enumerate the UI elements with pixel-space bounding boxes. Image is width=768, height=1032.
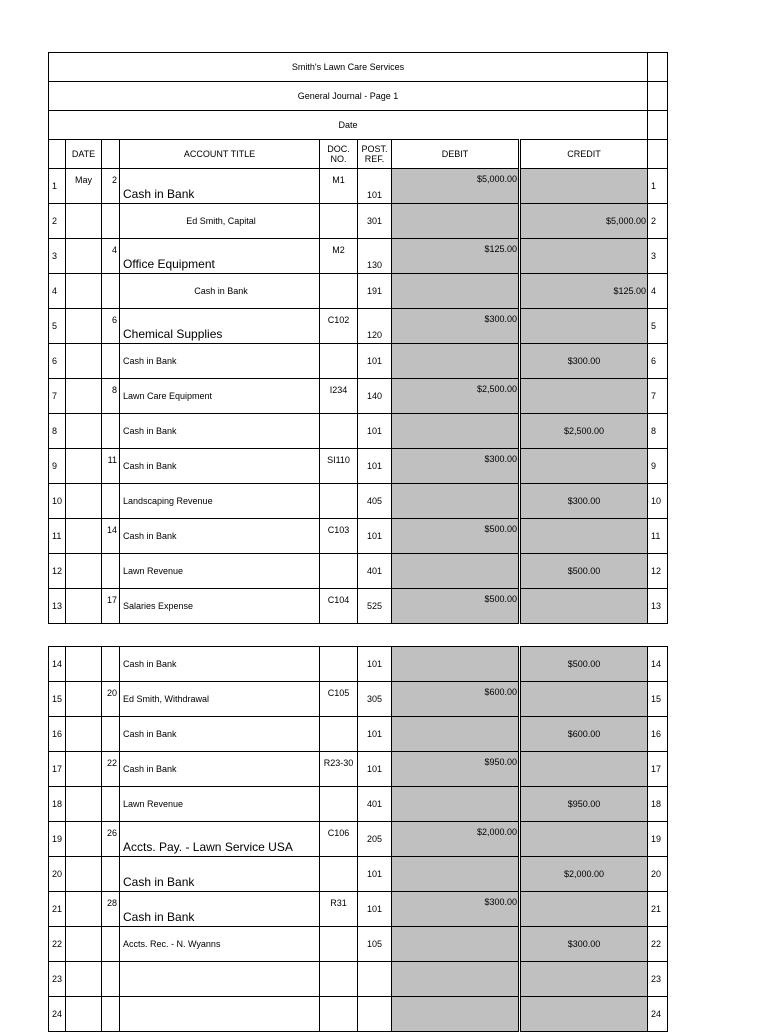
doc-number: C105 bbox=[320, 682, 358, 717]
entry-month bbox=[66, 682, 102, 717]
entry-month bbox=[66, 344, 102, 379]
doc-number bbox=[320, 927, 358, 962]
credit-amount bbox=[520, 752, 648, 787]
account-title: Chemical Supplies bbox=[120, 309, 320, 344]
journal-row bbox=[49, 589, 668, 624]
credit-amount bbox=[520, 239, 648, 274]
debit-amount bbox=[392, 962, 520, 997]
credit-amount: $500.00 bbox=[520, 554, 648, 589]
debit-amount bbox=[392, 204, 520, 239]
entry-month bbox=[66, 717, 102, 752]
post-ref: 191 bbox=[358, 274, 392, 309]
doc-number bbox=[320, 344, 358, 379]
line-number-right: 13 bbox=[648, 589, 668, 624]
entry-day: 26 bbox=[102, 822, 120, 857]
entry-month bbox=[66, 484, 102, 519]
entry-month bbox=[66, 752, 102, 787]
journal-row bbox=[49, 927, 668, 962]
debit-amount: $2,000.00 bbox=[392, 822, 520, 857]
line-number: 23 bbox=[49, 962, 66, 997]
doc-number: M1 bbox=[320, 169, 358, 204]
entry-month bbox=[66, 997, 102, 1032]
credit-amount: $300.00 bbox=[520, 344, 648, 379]
post-ref: 101 bbox=[358, 857, 392, 892]
line-number: 20 bbox=[49, 857, 66, 892]
credit-amount: $500.00 bbox=[520, 647, 648, 682]
post-ref: 101 bbox=[358, 647, 392, 682]
col-debit: DEBIT bbox=[392, 140, 520, 169]
doc-number bbox=[320, 484, 358, 519]
line-number: 8 bbox=[49, 414, 66, 449]
journal-row bbox=[49, 647, 668, 682]
post-ref: 101 bbox=[358, 752, 392, 787]
doc-number: C103 bbox=[320, 519, 358, 554]
entry-day bbox=[102, 857, 120, 892]
line-number: 18 bbox=[49, 787, 66, 822]
debit-amount: $125.00 bbox=[392, 239, 520, 274]
account-title: Cash in Bank bbox=[120, 449, 320, 484]
entry-day: 28 bbox=[102, 892, 120, 927]
debit-amount bbox=[392, 414, 520, 449]
journal-top-section bbox=[48, 52, 667, 624]
account-title: Accts. Rec. - N. Wyanns bbox=[120, 927, 320, 962]
line-number-right: 7 bbox=[648, 379, 668, 414]
debit-amount bbox=[392, 647, 520, 682]
journal-row bbox=[49, 239, 668, 274]
col-account-title: ACCOUNT TITLE bbox=[120, 140, 320, 169]
doc-number bbox=[320, 274, 358, 309]
debit-amount: $300.00 bbox=[392, 892, 520, 927]
line-number: 10 bbox=[49, 484, 66, 519]
journal-row bbox=[49, 309, 668, 344]
journal-row bbox=[49, 204, 668, 239]
credit-amount bbox=[520, 379, 648, 414]
post-ref: 101 bbox=[358, 449, 392, 484]
line-number-right: 16 bbox=[648, 717, 668, 752]
entry-day bbox=[102, 997, 120, 1032]
journal-row bbox=[49, 519, 668, 554]
debit-amount bbox=[392, 787, 520, 822]
account-title: Cash in Bank bbox=[120, 857, 320, 892]
doc-number bbox=[320, 962, 358, 997]
account-title: Salaries Expense bbox=[120, 589, 320, 624]
account-title: Cash in Bank bbox=[120, 752, 320, 787]
account-title: Lawn Care Equipment bbox=[120, 379, 320, 414]
line-number-right: 12 bbox=[648, 554, 668, 589]
line-number: 11 bbox=[49, 519, 66, 554]
journal-row bbox=[49, 169, 668, 204]
journal-row bbox=[49, 892, 668, 927]
line-number-right: 20 bbox=[648, 857, 668, 892]
post-ref: 401 bbox=[358, 554, 392, 589]
entry-day bbox=[102, 274, 120, 309]
debit-amount bbox=[392, 554, 520, 589]
entry-month bbox=[66, 892, 102, 927]
line-number-right: 1 bbox=[648, 169, 668, 204]
journal-row bbox=[49, 449, 668, 484]
post-ref: 205 bbox=[358, 822, 392, 857]
doc-number: C102 bbox=[320, 309, 358, 344]
account-title bbox=[120, 962, 320, 997]
line-number: 24 bbox=[49, 997, 66, 1032]
line-number-right: 23 bbox=[648, 962, 668, 997]
account-title bbox=[120, 997, 320, 1032]
doc-number bbox=[320, 787, 358, 822]
line-number-right: 5 bbox=[648, 309, 668, 344]
line-number-right: 19 bbox=[648, 822, 668, 857]
account-title: Lawn Revenue bbox=[120, 554, 320, 589]
entry-month bbox=[66, 519, 102, 554]
line-number-right: 10 bbox=[648, 484, 668, 519]
journal-row bbox=[49, 717, 668, 752]
journal-row bbox=[49, 344, 668, 379]
post-ref: 101 bbox=[358, 414, 392, 449]
journal-row bbox=[49, 554, 668, 589]
line-number: 3 bbox=[49, 239, 66, 274]
line-number-right: 17 bbox=[648, 752, 668, 787]
line-number-right: 24 bbox=[648, 997, 668, 1032]
entry-month bbox=[66, 274, 102, 309]
doc-number: R23-30 bbox=[320, 752, 358, 787]
date-label: Date bbox=[49, 111, 648, 140]
debit-amount: $500.00 bbox=[392, 519, 520, 554]
line-number-right: 3 bbox=[648, 239, 668, 274]
journal-row bbox=[49, 787, 668, 822]
entry-day bbox=[102, 717, 120, 752]
credit-amount bbox=[520, 892, 648, 927]
credit-amount: $600.00 bbox=[520, 717, 648, 752]
journal-row bbox=[49, 822, 668, 857]
account-title: Cash in Bank bbox=[120, 647, 320, 682]
entry-day bbox=[102, 414, 120, 449]
entry-day bbox=[102, 344, 120, 379]
entry-day: 22 bbox=[102, 752, 120, 787]
account-title: Cash in Bank bbox=[120, 169, 320, 204]
doc-number: M2 bbox=[320, 239, 358, 274]
line-number: 5 bbox=[49, 309, 66, 344]
account-title: Cash in Bank bbox=[120, 344, 320, 379]
credit-amount bbox=[520, 169, 648, 204]
journal-row bbox=[49, 379, 668, 414]
entry-month bbox=[66, 962, 102, 997]
line-number: 6 bbox=[49, 344, 66, 379]
post-ref: 101 bbox=[358, 717, 392, 752]
line-number: 14 bbox=[49, 647, 66, 682]
line-number: 9 bbox=[49, 449, 66, 484]
line-number: 1 bbox=[49, 169, 66, 204]
entry-day bbox=[102, 647, 120, 682]
entry-day: 2 bbox=[102, 169, 120, 204]
journal-row bbox=[49, 857, 668, 892]
journal-row bbox=[49, 962, 668, 997]
account-title: Cash in Bank bbox=[120, 414, 320, 449]
entry-month bbox=[66, 309, 102, 344]
post-ref: 301 bbox=[358, 204, 392, 239]
credit-amount: $125.00 bbox=[520, 274, 648, 309]
debit-amount bbox=[392, 927, 520, 962]
line-number-right: 4 bbox=[648, 274, 668, 309]
debit-amount bbox=[392, 484, 520, 519]
account-title: Landscaping Revenue bbox=[120, 484, 320, 519]
doc-number: I234 bbox=[320, 379, 358, 414]
entry-day: 11 bbox=[102, 449, 120, 484]
account-title: Cash in Bank bbox=[120, 892, 320, 927]
debit-amount bbox=[392, 997, 520, 1032]
journal-title: General Journal - Page 1 bbox=[49, 82, 648, 111]
credit-amount bbox=[520, 519, 648, 554]
credit-amount: $300.00 bbox=[520, 484, 648, 519]
debit-amount bbox=[392, 717, 520, 752]
debit-amount: $950.00 bbox=[392, 752, 520, 787]
credit-amount bbox=[520, 962, 648, 997]
post-ref: 405 bbox=[358, 484, 392, 519]
post-ref: 525 bbox=[358, 589, 392, 624]
line-number: 7 bbox=[49, 379, 66, 414]
credit-amount bbox=[520, 309, 648, 344]
post-ref: 105 bbox=[358, 927, 392, 962]
debit-amount: $300.00 bbox=[392, 309, 520, 344]
line-number-right: 6 bbox=[648, 344, 668, 379]
doc-number bbox=[320, 647, 358, 682]
entry-day: 17 bbox=[102, 589, 120, 624]
entry-day bbox=[102, 962, 120, 997]
entry-day bbox=[102, 204, 120, 239]
entry-day bbox=[102, 787, 120, 822]
credit-amount bbox=[520, 449, 648, 484]
journal-row bbox=[49, 484, 668, 519]
post-ref: 130 bbox=[358, 239, 392, 274]
line-number: 13 bbox=[49, 589, 66, 624]
col-post-ref: POST. REF. bbox=[358, 140, 392, 169]
entry-month bbox=[66, 857, 102, 892]
entry-month bbox=[66, 787, 102, 822]
entry-month: May bbox=[66, 169, 102, 204]
doc-number bbox=[320, 554, 358, 589]
entry-month bbox=[66, 239, 102, 274]
credit-amount: $2,000.00 bbox=[520, 857, 648, 892]
account-title: Ed Smith, Capital bbox=[120, 204, 320, 239]
entry-day bbox=[102, 927, 120, 962]
line-number-right: 9 bbox=[648, 449, 668, 484]
credit-amount: $5,000.00 bbox=[520, 204, 648, 239]
line-number: 12 bbox=[49, 554, 66, 589]
entry-month bbox=[66, 589, 102, 624]
debit-amount: $600.00 bbox=[392, 682, 520, 717]
line-number-right: 14 bbox=[648, 647, 668, 682]
entry-day: 20 bbox=[102, 682, 120, 717]
account-title: Lawn Revenue bbox=[120, 787, 320, 822]
doc-number bbox=[320, 857, 358, 892]
account-title: Ed Smith, Withdrawal bbox=[120, 682, 320, 717]
line-number-right: 18 bbox=[648, 787, 668, 822]
line-number: 21 bbox=[49, 892, 66, 927]
entry-month bbox=[66, 449, 102, 484]
entry-month bbox=[66, 647, 102, 682]
journal-row bbox=[49, 997, 668, 1032]
credit-amount: $300.00 bbox=[520, 927, 648, 962]
journal-row bbox=[49, 752, 668, 787]
line-number-right: 2 bbox=[648, 204, 668, 239]
debit-amount: $300.00 bbox=[392, 449, 520, 484]
post-ref bbox=[358, 962, 392, 997]
post-ref: 101 bbox=[358, 519, 392, 554]
post-ref bbox=[358, 997, 392, 1032]
debit-amount: $2,500.00 bbox=[392, 379, 520, 414]
entry-day bbox=[102, 484, 120, 519]
entry-month bbox=[66, 822, 102, 857]
entry-day: 8 bbox=[102, 379, 120, 414]
entry-month bbox=[66, 379, 102, 414]
entry-month bbox=[66, 204, 102, 239]
journal-table-bottom bbox=[48, 646, 668, 1032]
entry-month bbox=[66, 554, 102, 589]
doc-number bbox=[320, 717, 358, 752]
debit-amount bbox=[392, 857, 520, 892]
line-number: 4 bbox=[49, 274, 66, 309]
journal-row bbox=[49, 274, 668, 309]
post-ref: 305 bbox=[358, 682, 392, 717]
line-number: 22 bbox=[49, 927, 66, 962]
line-number: 19 bbox=[49, 822, 66, 857]
post-ref: 140 bbox=[358, 379, 392, 414]
account-title: Cash in Bank bbox=[120, 717, 320, 752]
post-ref: 101 bbox=[358, 892, 392, 927]
doc-number: C106 bbox=[320, 822, 358, 857]
doc-number: R31 bbox=[320, 892, 358, 927]
post-ref: 101 bbox=[358, 344, 392, 379]
credit-amount: $950.00 bbox=[520, 787, 648, 822]
debit-amount: $500.00 bbox=[392, 589, 520, 624]
doc-number: SI110 bbox=[320, 449, 358, 484]
doc-number bbox=[320, 997, 358, 1032]
post-ref: 120 bbox=[358, 309, 392, 344]
col-doc-no: DOC. NO. bbox=[320, 140, 358, 169]
doc-number bbox=[320, 414, 358, 449]
account-title: Office Equipment bbox=[120, 239, 320, 274]
doc-number bbox=[320, 204, 358, 239]
entry-month bbox=[66, 927, 102, 962]
entry-day: 6 bbox=[102, 309, 120, 344]
journal-row bbox=[49, 682, 668, 717]
journal-table-top bbox=[48, 52, 668, 624]
credit-amount bbox=[520, 997, 648, 1032]
line-number-right: 21 bbox=[648, 892, 668, 927]
doc-number: C104 bbox=[320, 589, 358, 624]
credit-amount bbox=[520, 822, 648, 857]
credit-amount bbox=[520, 589, 648, 624]
line-number-right: 15 bbox=[648, 682, 668, 717]
entry-day: 4 bbox=[102, 239, 120, 274]
entry-month bbox=[66, 414, 102, 449]
line-number: 17 bbox=[49, 752, 66, 787]
post-ref: 101 bbox=[358, 169, 392, 204]
company-name: Smith's Lawn Care Services bbox=[49, 53, 648, 82]
col-date: DATE bbox=[66, 140, 102, 169]
debit-amount bbox=[392, 344, 520, 379]
line-number: 2 bbox=[49, 204, 66, 239]
line-number-right: 22 bbox=[648, 927, 668, 962]
line-number-right: 11 bbox=[648, 519, 668, 554]
credit-amount: $2,500.00 bbox=[520, 414, 648, 449]
line-number: 16 bbox=[49, 717, 66, 752]
entry-day: 14 bbox=[102, 519, 120, 554]
account-title: Accts. Pay. - Lawn Service USA bbox=[120, 822, 320, 857]
debit-amount: $5,000.00 bbox=[392, 169, 520, 204]
account-title: Cash in Bank bbox=[120, 274, 320, 309]
post-ref: 401 bbox=[358, 787, 392, 822]
col-credit: CREDIT bbox=[520, 140, 648, 169]
line-number-right: 8 bbox=[648, 414, 668, 449]
entry-day bbox=[102, 554, 120, 589]
journal-row bbox=[49, 414, 668, 449]
credit-amount bbox=[520, 682, 648, 717]
journal-bottom-section bbox=[48, 646, 667, 1032]
debit-amount bbox=[392, 274, 520, 309]
line-number: 15 bbox=[49, 682, 66, 717]
account-title: Cash in Bank bbox=[120, 519, 320, 554]
